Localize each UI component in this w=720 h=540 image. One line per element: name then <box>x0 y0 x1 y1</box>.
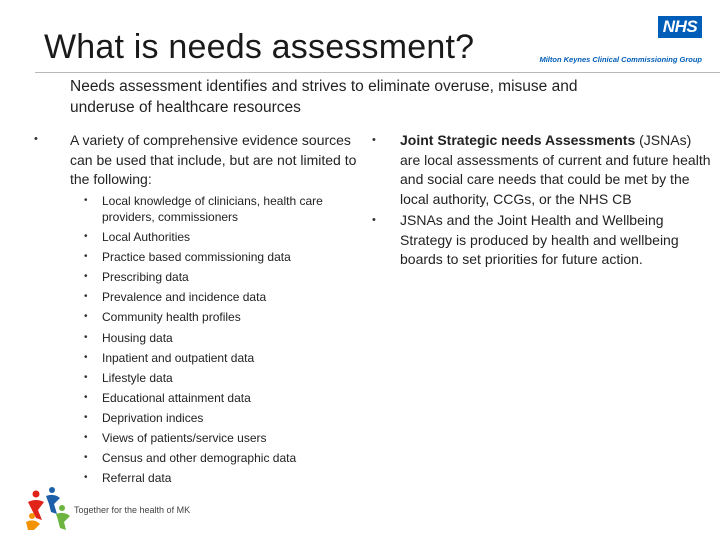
evidence-source-label: Local knowledge of clinicians, health care providers, commissioners <box>102 194 323 224</box>
evidence-source-label: Housing data <box>102 330 173 345</box>
bullet-marker: • <box>84 311 88 323</box>
bullet-marker: • <box>34 133 38 145</box>
bullet-marker: • <box>372 214 376 226</box>
evidence-source-item <box>84 430 354 446</box>
logo-figure-head <box>59 505 65 511</box>
evidence-source-item <box>84 350 354 366</box>
title-divider <box>35 72 720 73</box>
evidence-source-item <box>84 193 354 225</box>
logo-figure-head <box>49 487 55 493</box>
bullet-marker: • <box>84 271 88 283</box>
evidence-sources-text: A variety of comprehensive evidence sources can be used that include, but are not limited to the following: <box>70 132 357 187</box>
organisation-name: Milton Keynes Clinical Commissioning Group <box>539 55 702 64</box>
tagline: Together for the health of MK <box>74 505 191 515</box>
bullet-marker: • <box>84 452 88 464</box>
evidence-source-label: Lifestyle data <box>102 370 173 385</box>
slide-title: What is needs assessment? <box>44 28 475 66</box>
evidence-source-item <box>84 229 354 245</box>
evidence-source-item <box>84 410 354 426</box>
bullet-marker: • <box>84 472 88 484</box>
bullet-marker: • <box>84 291 88 303</box>
jsna-bullet <box>372 211 712 270</box>
bullet-marker: • <box>84 351 88 363</box>
evidence-source-label: Community health profiles <box>102 310 241 325</box>
evidence-source-item <box>84 450 354 466</box>
evidence-source-item <box>84 289 354 305</box>
jsna-bullet-text: (JSNAs) are local assessments of current and future health and social care needs that could be met by the local authority, CCGs, or the NHS CB <box>400 132 711 207</box>
evidence-source-label: Census and other demographic data <box>102 451 297 466</box>
evidence-source-label: Deprivation indices <box>102 410 204 425</box>
evidence-source-label: Local Authorities <box>102 230 191 245</box>
logo-figure-body <box>56 513 70 530</box>
bullet-marker: • <box>84 432 88 444</box>
evidence-source-item <box>84 330 354 346</box>
evidence-source-label: Referral data <box>102 471 172 486</box>
jsna-bullet-text: JSNAs and the Joint Health and Wellbeing Strategy is produced by health and wellbeing boards to set priorities for future action. <box>400 212 679 267</box>
evidence-source-item <box>84 309 354 325</box>
logo-figure-body <box>46 495 60 514</box>
evidence-source-label: Practice based commissioning data <box>102 250 291 265</box>
bullet-marker: • <box>84 371 88 383</box>
jsna-column <box>372 131 712 272</box>
evidence-source-item <box>84 390 354 406</box>
nhs-logo: NHS <box>658 16 702 38</box>
evidence-source-label: Views of patients/service users <box>102 431 267 446</box>
jsna-bullet <box>372 131 712 209</box>
bullet-marker: • <box>372 134 376 146</box>
evidence-sources-list <box>84 193 354 490</box>
evidence-source-label: Prevalence and incidence data <box>102 290 267 305</box>
evidence-source-item <box>84 370 354 386</box>
evidence-source-label: Inpatient and outpatient data <box>102 350 255 365</box>
bullet-marker: • <box>84 251 88 263</box>
evidence-source-label: Educational attainment data <box>102 390 251 405</box>
evidence-source-item <box>84 249 354 265</box>
bullet-marker: • <box>84 391 88 403</box>
logo-figure-body <box>26 520 40 530</box>
bullet-marker: • <box>84 231 88 243</box>
evidence-source-item <box>84 269 354 285</box>
bullet-marker: • <box>84 331 88 343</box>
logo-figure-head <box>29 513 35 519</box>
logo-figure-head <box>33 491 40 498</box>
bullet-marker: • <box>84 411 88 423</box>
jsna-bullet-bold: Joint Strategic needs Assessments <box>400 132 636 148</box>
bullet-marker: • <box>84 195 88 206</box>
evidence-source-label: Prescribing data <box>102 270 189 285</box>
intro-text: Needs assessment identifies and strives to eliminate overuse, misuse and underuse of healthcare resources <box>70 78 578 116</box>
